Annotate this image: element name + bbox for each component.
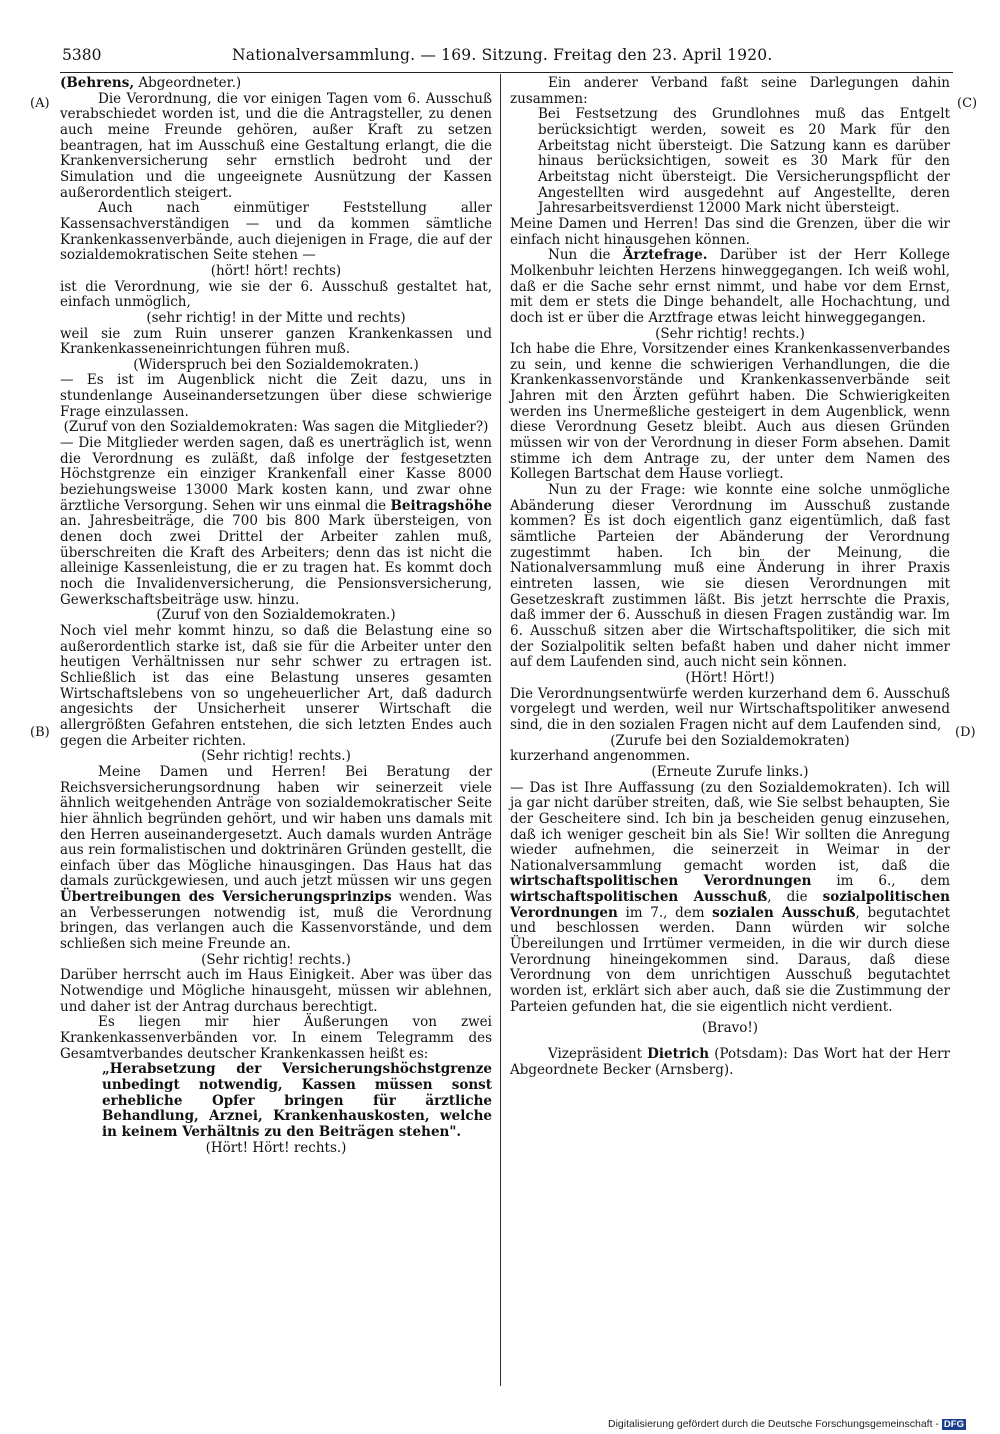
interjection: (Widerspruch bei den Sozialdemokraten.)	[133, 356, 419, 373]
footer-text: Digitalisierung gefördert durch die Deutsche Forschungsgemeinschaft -	[608, 1418, 939, 1430]
text-run: Darüber ist der Herr Kollege Molkenbuhr leichten Herzens hinweggegangen. Ich weiß wohl, daß er die Sache sehr ernst nimmt, und habe vor dem Ernst, mit dem er stets die Dinge behandelt, alle Hochachtung, und doch ist er über die Arztfrage etwas leicht hinweggegangen.	[510, 247, 951, 326]
running-title: Nationalversammlung. — 169. Sitzung. Freitag den 23. April 1920.	[232, 46, 773, 64]
text-run: (Potsdam): Das Wort hat der Herr Abgeordnete Becker (Arnsberg).	[510, 1046, 950, 1078]
emphasis: Beitragshöhe	[390, 497, 492, 514]
paragraph: Darüber herrscht auch im Haus Einigkeit. Aber was über das Notwendige und Mögliche hinausgeht, müssen wir ablehnen, und daher ist der Antrag durchaus berechtigt.	[60, 967, 492, 1015]
text-run: — Die Mitglieder werden sagen, daß es unerträglich ist, wenn die Verordnung es zuläßt, daß infolge der festgesetzten Höchstgrenze ein einziger Krankenfall einer Kasse 8000 beziehungsweise 13000 Mark kosten kann, und zwar ohne ärztliche Versorgung. Sehen wir uns einmal die	[60, 435, 492, 514]
text-run: wenden. Was an Verbesserungen notwendig ist, muß die Verordnung bringen, das verlangen auch die Kassenvorstände, und dem schließen sich meine Freunde an.	[60, 889, 493, 953]
paragraph: Nun zu der Frage: wie konnte eine solche unmögliche Abänderung dieser Verordnung im Ausschuß zustande kommen? Es ist doch eigentlich ganz eigentümlich, daß fast sämtliche Parteien der Abänderung der Verordnung zugestimmt haben. Ich bin der Meinung, die Nationalversammlung muß eine Änderung in ihrer Praxis eintreten lassen, wie sie diesen Verordnungen mit Gesetzeskraft zustimmen läßt. Bis jetzt herrschte die Praxis, daß immer der 6. Ausschuß in diesen Fragen zuständig war. Im 6. Ausschuß sitzen aber die Wirtschaftspolitiker, die sich mit der Sozialpolitik selten befaßt haben und daher nicht immer auf dem Laufenden sind, auch nicht sein können.	[510, 482, 950, 671]
margin-mark-a: (A)	[30, 96, 50, 111]
text-run: — Das ist Ihre Auffassung (zu den Sozialdemokraten). Ich will ja gar nicht darüber streiten, daß, wie Sie selbst behaupten, Sie der Gescheitere sind. Ich bin ja bescheiden genug einzusehen, daß ich weniger gescheit bin als Sie! Wir sollten die Anregung wieder aufnehmen, die seinerzeit in Weimar in der Nationalversammlung gemacht worden ist, daß die	[510, 779, 950, 874]
text-run: im 6., dem	[811, 873, 950, 890]
paragraph: ist die Verordnung, wie sie der 6. Ausschuß gestaltet hat, einfach unmöglich,	[60, 278, 492, 311]
text-run: an. Jahresbeiträge, die 700 bis 800 Mark übersteigen, von denen doch zwei Drittel der Arbeiter zahlen muß, überschreiten die Kraft des Arbeiters; denn das ist nicht die alleinige Kassenleistung, die er zu tragen hat. Es kommt doch noch die Invalidenversicherung, die Pensionsversicherung, Gewerkschaftsbeiträge usw. hinzu.	[60, 513, 492, 608]
left-column	[60, 76, 492, 1156]
emphasis: sozialpolitischen Verordnungen	[510, 889, 950, 921]
paragraph: — Es ist im Augenblick nicht die Zeit dazu, uns in stundenlange Auseinandersetzungen über diese schwierige Frage einzulassen.	[60, 372, 492, 420]
interjection: (sehr richtig! in der Mitte und rechts)	[146, 309, 406, 326]
paragraph: Meine Damen und Herren! Das sind die Grenzen, über die wir einfach nicht hinausgehen können.	[510, 215, 950, 248]
text-run: Nun die	[548, 247, 623, 264]
footer-credit	[608, 1418, 966, 1430]
interjection: (Zurufe bei den Sozialdemokraten)	[610, 732, 850, 749]
column-divider	[500, 74, 501, 1386]
paragraph	[60, 765, 492, 953]
speaker-name: (Behrens,	[60, 75, 135, 91]
emphasis: wirtschaftspolitischen Ausschuß	[510, 889, 768, 906]
text-run: , begutachtet und beschlossen werden. Dann würden wir solche Übereilungen und Irrtümer vermeiden, in die wir durch diese Verordnung hineingekommen sind. Daraus, daß diese Verordnung von dem unrichtigen Ausschuß begutachtet worden ist, erklärt sich aber auch, daß sie die Zustimmung der Parteien gefunden hat, die sie eigentlich nicht verdient.	[510, 904, 951, 1015]
margin-mark-b: (B)	[30, 725, 50, 740]
text-run: , die	[767, 889, 823, 906]
speaker-heading	[60, 76, 492, 92]
interjection: (hört! hört! rechts)	[210, 262, 342, 279]
paragraph: Ich habe die Ehre, Vorsitzender eines Krankenkassenverbandes zu sein, und kenne die schwierigen Verhandlungen, die die Krankenkassenvorstände und Krankenkassenverbände seit Jahren mit den Ärzten geführt haben. Die Schwierigkeiten werden ins Unermeßliche gesteigert in dem Augenblick, wenn diese Verordnung Gesetz bleibt. Auch aus diesen Gründen müssen wir von der Verordnung in dieser Form absehen. Damit stimme ich dem Antrage zu, der unter dem Namen des Kollegen Bartschat dem Hause vorliegt.	[510, 341, 950, 483]
margin-mark-c: (C)	[957, 96, 978, 111]
chair-name: Dietrich	[647, 1046, 710, 1063]
text-run: Meine Damen und Herren! Bei Beratung der Reichsversicherungsordnung haben wir seinerzeit viele ähnlich weitgehenden Anträge von sozialdemokratischer Seite hier ähnlich begründen gehört, und wir haben uns damals mit den Herren auseinandergesetzt. Auch damals wurden Anträge aus rein formalistischen und doktrinären Gründen gestellt, die einfach über das Mögliche hinausgingen. Das Haus hat das damals zurückgewiesen, und auch jetzt müssen wir uns gegen	[60, 763, 492, 890]
paragraph: Es liegen mir hier Äußerungen von zwei Krankenkassenverbänden vor. In einem Telegramm des Gesamtverbandes deutscher Krankenkassen heißt es:	[60, 1014, 492, 1062]
association-quote: Bei Festsetzung des Grundlohnes muß das Entgelt berücksichtigt werden, soweit es 20 Mark für den Arbeitstag nicht übersteigt. Die Satzung kann es darüber hinaus berücksichtigen, soweit es 30 Mark für den Arbeitstag nicht übersteigt. Die Versicherungspflicht der Angestellten wird ausgedehnt auf Angestellte, deren Jahresarbeitsverdienst 12000 Mark nicht übersteigt.	[538, 106, 950, 217]
interjection: (Hört! Hört! rechts.)	[205, 1139, 347, 1156]
speaker-role: Abgeordneter.)	[134, 75, 242, 91]
interjection: (Bravo!)	[701, 1020, 759, 1037]
interjection: (Erneute Zurufe links.)	[651, 763, 809, 780]
telegram-quote: „Herabsetzung der Versicherungshöchstgrenze unbedingt notwendig, Kassen müssen sonst erhebliche Opfer bringen für ärztliche Behandlung, Arznei, Krankenhauskosten, welche in keinem Verhältnis zu den Beiträgen stehen".	[102, 1061, 492, 1140]
interjection: (Zuruf von den Sozialdemokraten.)	[156, 607, 396, 624]
header-rule	[60, 72, 953, 73]
interjection: (Sehr richtig! rechts.)	[201, 951, 351, 968]
page-number: 5380	[62, 46, 102, 64]
margin-mark-d: (D)	[955, 725, 976, 740]
paragraph	[510, 781, 950, 1016]
emphasis: wirtschaftspolitischen Verordnungen	[510, 873, 812, 890]
chair-statement	[510, 1047, 950, 1078]
text-run: Vizepräsident	[548, 1046, 648, 1063]
interjection: (Zuruf von den Sozialdemokraten: Was sagen die Mitglieder?)	[63, 419, 489, 436]
paragraph: weil sie zum Ruin unserer ganzen Krankenkassen und Krankenkasseneinrichtungen führen muß.	[60, 325, 492, 358]
paragraph: Noch viel mehr kommt hinzu, so daß die Belastung eine so außerordentlich starke ist, daß sie für die Arbeiter unter den heutigen Verhältnissen nur sehr schwer zu ertragen ist. Schließlich ist das eine Belastung unseres gesamten Wirtschaftslebens von so ungeheuerlicher Art, daß dadurch angesichts der Unsicherheit unserer Wirtschaft die allergrößten Gefahren entstehen, die sich letzten Endes auch gegen die Arbeiter richten.	[60, 622, 492, 749]
dfg-logo: DFG	[943, 1419, 964, 1430]
interjection: (Hört! Hört!)	[685, 669, 775, 686]
paragraph: Auch nach einmütiger Feststellung aller Kassensachverständigen — und da kommen sämtliche Krankenkassenverbände, auch diejenigen in Frage, die auf der sozialdemokratischen Seite stehen —	[60, 200, 492, 264]
paragraph: kurzerhand angenommen.	[510, 748, 691, 765]
paragraph	[510, 248, 950, 326]
emphasis: Übertreibungen des Versicherungsprinzips	[60, 889, 392, 906]
paragraph: Die Verordnungsentwürfe werden kurzerhand dem 6. Ausschuß vorgelegt und werden, weil nur Wirtschaftspolitiker anwesend sind, die in den sozialen Fragen nicht auf dem Laufenden sind,	[510, 685, 950, 733]
interjection: (Sehr richtig! rechts.)	[655, 325, 805, 342]
emphasis: Ärztefrage.	[622, 247, 708, 264]
paragraph: Die Verordnung, die vor einigen Tagen vom 6. Ausschuß verabschiedet worden ist, und die die Antragsteller, zu denen auch meine Freunde gehören, außer Kraft zu setzen beantragen, hat im Ausschuß eine Gestaltung erlangt, die die Krankenversicherung sehr ernstlich bedroht und der Simulation und die ungeeignete Ausnützung der Kassen außerordentlich steigert.	[60, 90, 492, 201]
right-column	[510, 76, 950, 1078]
interjection: (Sehr richtig! rechts.)	[201, 748, 351, 765]
emphasis: sozialen Ausschuß	[712, 904, 856, 921]
paragraph: Ein anderer Verband faßt seine Darlegungen dahin zusammen:	[510, 75, 950, 107]
text-run: im 7., dem	[617, 904, 713, 921]
paragraph	[60, 436, 492, 608]
page-header	[62, 46, 952, 70]
